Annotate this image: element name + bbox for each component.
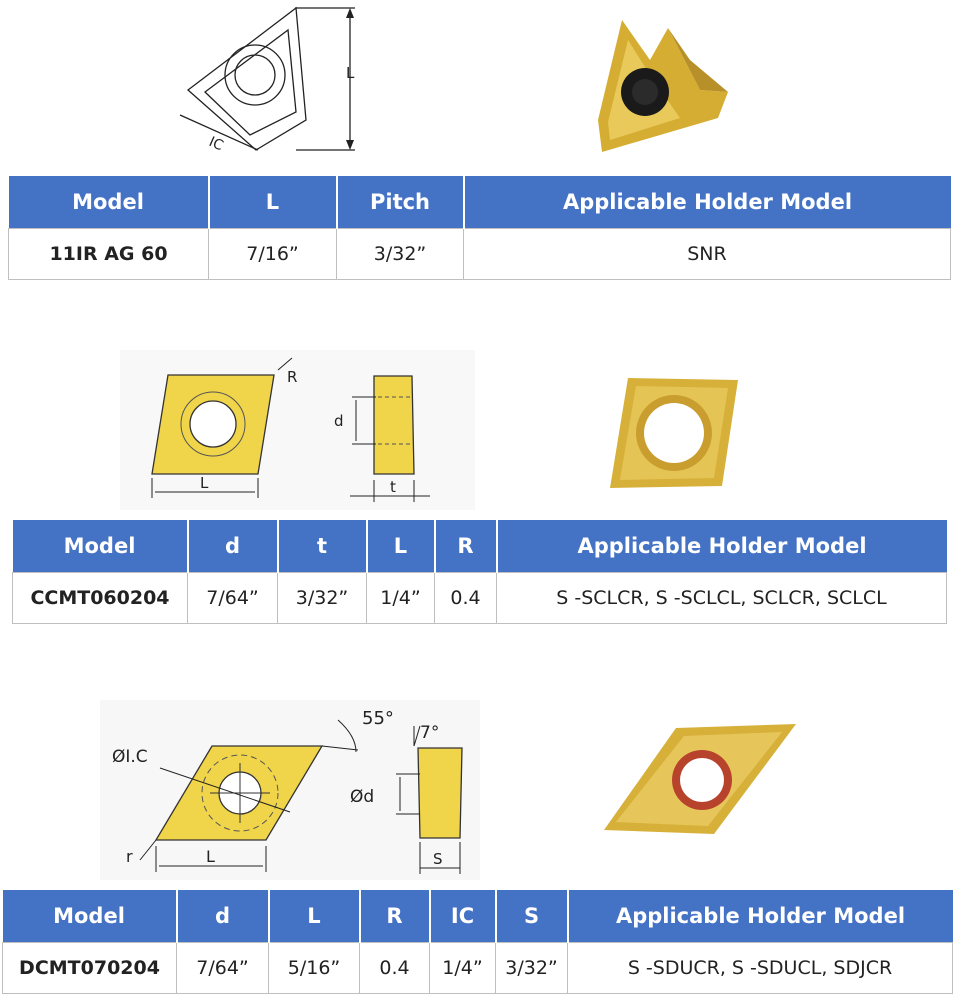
dim-IC-label: IC [206, 134, 226, 155]
cell-L: 1/4” [367, 573, 435, 624]
cell-L: 5/16” [269, 943, 360, 994]
spec-table-1 [8, 176, 951, 280]
cell-model: CCMT060204 [13, 573, 188, 624]
dim-S-label: S [433, 850, 443, 868]
header-R: R [435, 520, 497, 573]
header-L: L [269, 890, 360, 943]
ccmt-insert-photo [0, 340, 959, 510]
cell-S: 3/32” [496, 943, 568, 994]
cell-holder: SNR [464, 229, 951, 280]
header-model: Model [13, 520, 188, 573]
dim-ic-label: ØI.C [112, 747, 148, 767]
dim-d-label: d [334, 412, 344, 430]
cell-model: DCMT070204 [3, 943, 177, 994]
cell-model: 11IR AG 60 [9, 229, 209, 280]
spec-table-2 [12, 520, 947, 624]
dcmt-insert-photo [0, 690, 959, 890]
header-model: Model [9, 176, 209, 229]
table-header-row [13, 520, 947, 573]
header-IC: IC [430, 890, 496, 943]
dim-R-label: R [287, 368, 298, 386]
header-L: L [209, 176, 337, 229]
dim-L-label: L [206, 847, 215, 866]
header-holder: Applicable Holder Model [497, 520, 947, 573]
header-pitch: Pitch [337, 176, 464, 229]
spec-table-3 [2, 890, 953, 994]
cell-IC: 1/4” [430, 943, 496, 994]
header-model: Model [3, 890, 177, 943]
table-row [13, 573, 947, 624]
cell-holder: S -SDUCR, S -SDUCL, SDJCR [568, 943, 953, 994]
header-S: S [496, 890, 568, 943]
cell-L: 7/16” [209, 229, 337, 280]
dim-r-label: r [126, 847, 133, 866]
header-R: R [360, 890, 430, 943]
dim-L-label: L [200, 474, 209, 492]
cell-pitch: 3/32” [337, 229, 464, 280]
cell-holder: S -SCLCR, S -SCLCL, SCLCR, SCLCL [497, 573, 947, 624]
dim-clearance-label: 7° [420, 723, 440, 743]
table-header-row [9, 176, 951, 229]
table-header-row [3, 890, 953, 943]
thread-insert-photo [0, 0, 959, 170]
header-holder: Applicable Holder Model [464, 176, 951, 229]
cell-R: 0.4 [435, 573, 497, 624]
cell-t: 3/32” [278, 573, 367, 624]
cell-d: 7/64” [188, 573, 278, 624]
table-row [9, 229, 951, 280]
table-row [3, 943, 953, 994]
cell-R: 0.4 [360, 943, 430, 994]
dim-t-label: t [390, 478, 396, 496]
header-L: L [367, 520, 435, 573]
dim-d-label: Ød [350, 787, 375, 807]
header-t: t [278, 520, 367, 573]
header-holder: Applicable Holder Model [568, 890, 953, 943]
header-d: d [188, 520, 278, 573]
dim-L-label: L [346, 64, 355, 82]
header-d: d [177, 890, 269, 943]
cell-d: 7/64” [177, 943, 269, 994]
dim-angle-label: 55° [362, 708, 394, 729]
